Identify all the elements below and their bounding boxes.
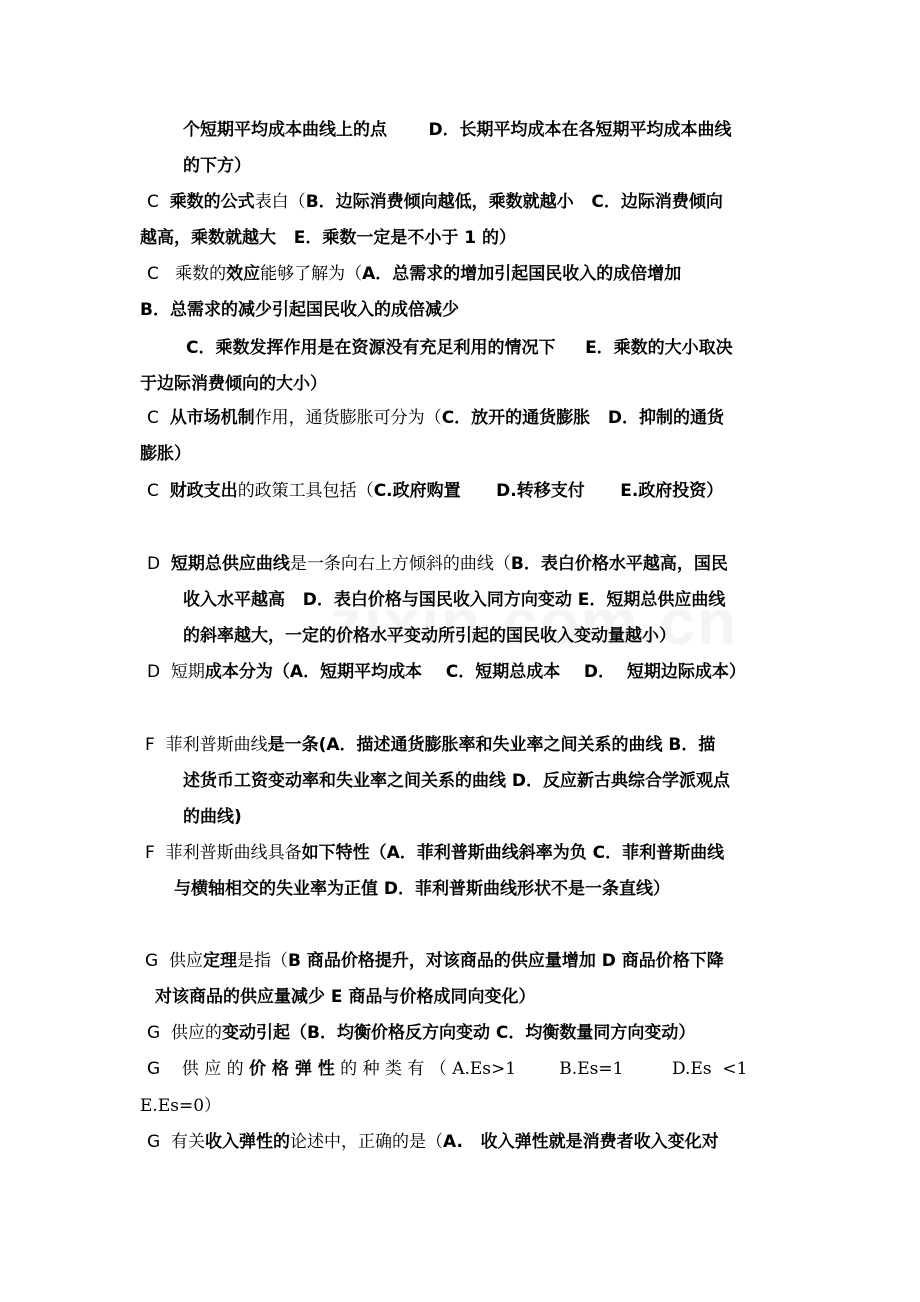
- text-segment: D: [147, 662, 171, 682]
- text-segment: D: [147, 554, 171, 574]
- text-line-22: [155, 986, 535, 1008]
- text-line-24: [147, 1058, 747, 1080]
- text-line-23: [147, 1022, 695, 1044]
- text-segment: 能够了解为（: [260, 264, 363, 284]
- text-segment: 作用，通货膨胀可分为（: [254, 408, 442, 428]
- text-segment: 乘数的: [175, 264, 227, 284]
- text-segment: 膨胀）: [140, 444, 191, 464]
- text-segment: D: [428, 120, 443, 140]
- text-segment: C.政府购置 D.转移支付 E.政府投资）: [373, 481, 724, 501]
- text-segment: C．放开的通货膨胀 D．抑制的通货: [441, 408, 725, 428]
- text-segment: 的下方）: [183, 156, 251, 176]
- text-segment: 效应: [226, 264, 261, 284]
- text-segment: 价 格 弹 性: [249, 1059, 335, 1079]
- text-segment: 乘数的公式: [169, 192, 255, 212]
- text-line-17: [183, 770, 730, 792]
- text-line-26: [147, 1131, 719, 1153]
- text-segment: 个短期平均成本曲线上的点: [183, 120, 429, 140]
- text-line-13: [183, 589, 725, 611]
- text-segment: 变动引起（B．均衡价格反方向变动 C．均衡数量同方向变动）: [221, 1023, 696, 1043]
- text-segment: 是指（: [236, 951, 288, 971]
- text-segment: 是一条(A．描述通货膨胀率和失业率之间关系的曲线 B．描: [267, 735, 716, 755]
- text-line-25: [140, 1095, 221, 1117]
- text-segment: 于边际消费倾向的大小）: [140, 374, 327, 394]
- text-segment: 短期总供应曲线: [170, 554, 290, 574]
- text-segment: C: [147, 481, 170, 501]
- text-segment: 的政策工具包括（: [237, 481, 374, 501]
- text-segment: 与横轴相交的失业率为正值 D．菲利普斯曲线形状不是一条直线）: [174, 879, 671, 899]
- text-segment: B．总需求的减少引起国民收入的成倍减少: [140, 300, 459, 320]
- text-segment: G: [147, 1132, 171, 1152]
- text-segment: B 商品价格提升，对该商品的供应量增加 D 商品价格下降: [287, 951, 724, 971]
- text-line-12: [147, 553, 728, 575]
- text-line-8: [140, 373, 327, 395]
- text-line-18: [183, 806, 242, 828]
- text-segment: C: [147, 192, 170, 212]
- text-segment: 对该商品的供应量减少 E 商品与价格成同向变化）: [155, 987, 536, 1007]
- text-segment: 越高，乘数就越大 E．乘数一定是不小于 1 的）: [140, 228, 517, 248]
- text-line-19: [145, 842, 724, 864]
- text-segment: G: [145, 951, 169, 971]
- text-segment: B．边际消费倾向越低，乘数就越小 C．边际消费倾向: [305, 192, 723, 212]
- text-segment: 从市场机制: [169, 408, 255, 428]
- text-line-20: [174, 878, 670, 900]
- text-segment: 有关: [170, 1132, 205, 1152]
- text-line-16: [145, 734, 715, 756]
- text-line-4: [140, 227, 516, 249]
- text-segment: G: [147, 1023, 171, 1043]
- text-segment: C: [147, 408, 170, 428]
- text-segment: C．乘数发挥作用是在资源没有充足利用的情况下 E．乘数的大小取决: [186, 338, 733, 358]
- text-line-6: [140, 299, 459, 321]
- text-line-14: [183, 625, 676, 647]
- text-segment: 是一条向右上方倾斜的曲线（: [289, 554, 511, 574]
- text-segment: 菲利普斯曲线具备: [165, 843, 302, 863]
- text-segment: G: [147, 1059, 182, 1079]
- text-segment: 如下特性（A．菲利普斯曲线斜率为负 C．菲利普斯曲线: [301, 843, 725, 863]
- text-line-7: [186, 337, 733, 359]
- text-segment: F: [145, 843, 166, 863]
- text-segment: ．长期平均成本在各短期平均成本曲线: [442, 120, 732, 140]
- text-segment: 财政支出: [169, 481, 238, 501]
- text-segment: B．表白价格水平越高，国民: [510, 554, 728, 574]
- text-segment: 表白（: [254, 192, 306, 212]
- text-segment: 收入水平越高 D．表白价格与国民收入同方向变动 E．短期总供应曲线: [183, 590, 726, 610]
- text-line-10: [140, 443, 191, 465]
- text-segment: 定理: [202, 951, 237, 971]
- text-segment: 述货币工资变动率和失业率之间关系的曲线 D．反应新古典综合学派观点: [183, 771, 731, 791]
- text-line-1: [183, 119, 732, 141]
- text-line-5: [147, 263, 681, 285]
- text-segment: A．总需求的增加引起国民收入的成倍增加: [362, 264, 682, 284]
- text-segment: 的曲线): [183, 807, 242, 827]
- text-segment: F: [145, 735, 166, 755]
- text-line-21: [145, 950, 724, 972]
- text-line-15: [147, 661, 746, 683]
- text-segment: C: [147, 264, 176, 284]
- text-segment: 成本分为（A．短期平均成本 C．短期总成本 D． 短期边际成本）: [204, 662, 746, 682]
- text-segment: 供应: [168, 951, 203, 971]
- text-segment: E.Es=0）: [140, 1096, 222, 1116]
- text-segment: 供应的: [170, 1023, 222, 1043]
- text-segment: 短期: [170, 662, 205, 682]
- text-segment: 菲利普斯曲线: [165, 735, 268, 755]
- text-segment: 论述中，正确的是（: [289, 1132, 443, 1152]
- text-line-3: [147, 191, 723, 213]
- text-segment: 的斜率越大，一定的价格水平变动所引起的国民收入变动量越小）: [183, 626, 676, 646]
- text-segment: 的 种 类 有 （ A.Es>1 B.Es=1 D.Es <1: [334, 1059, 748, 1079]
- text-line-11: [147, 480, 723, 502]
- text-line-2: [183, 155, 251, 177]
- text-segment: A. 收入弹性就是消费者收入变化对: [442, 1132, 719, 1152]
- text-segment: 收入弹性的: [204, 1132, 290, 1152]
- text-segment: 供 应 的: [181, 1059, 250, 1079]
- text-line-9: [147, 407, 724, 429]
